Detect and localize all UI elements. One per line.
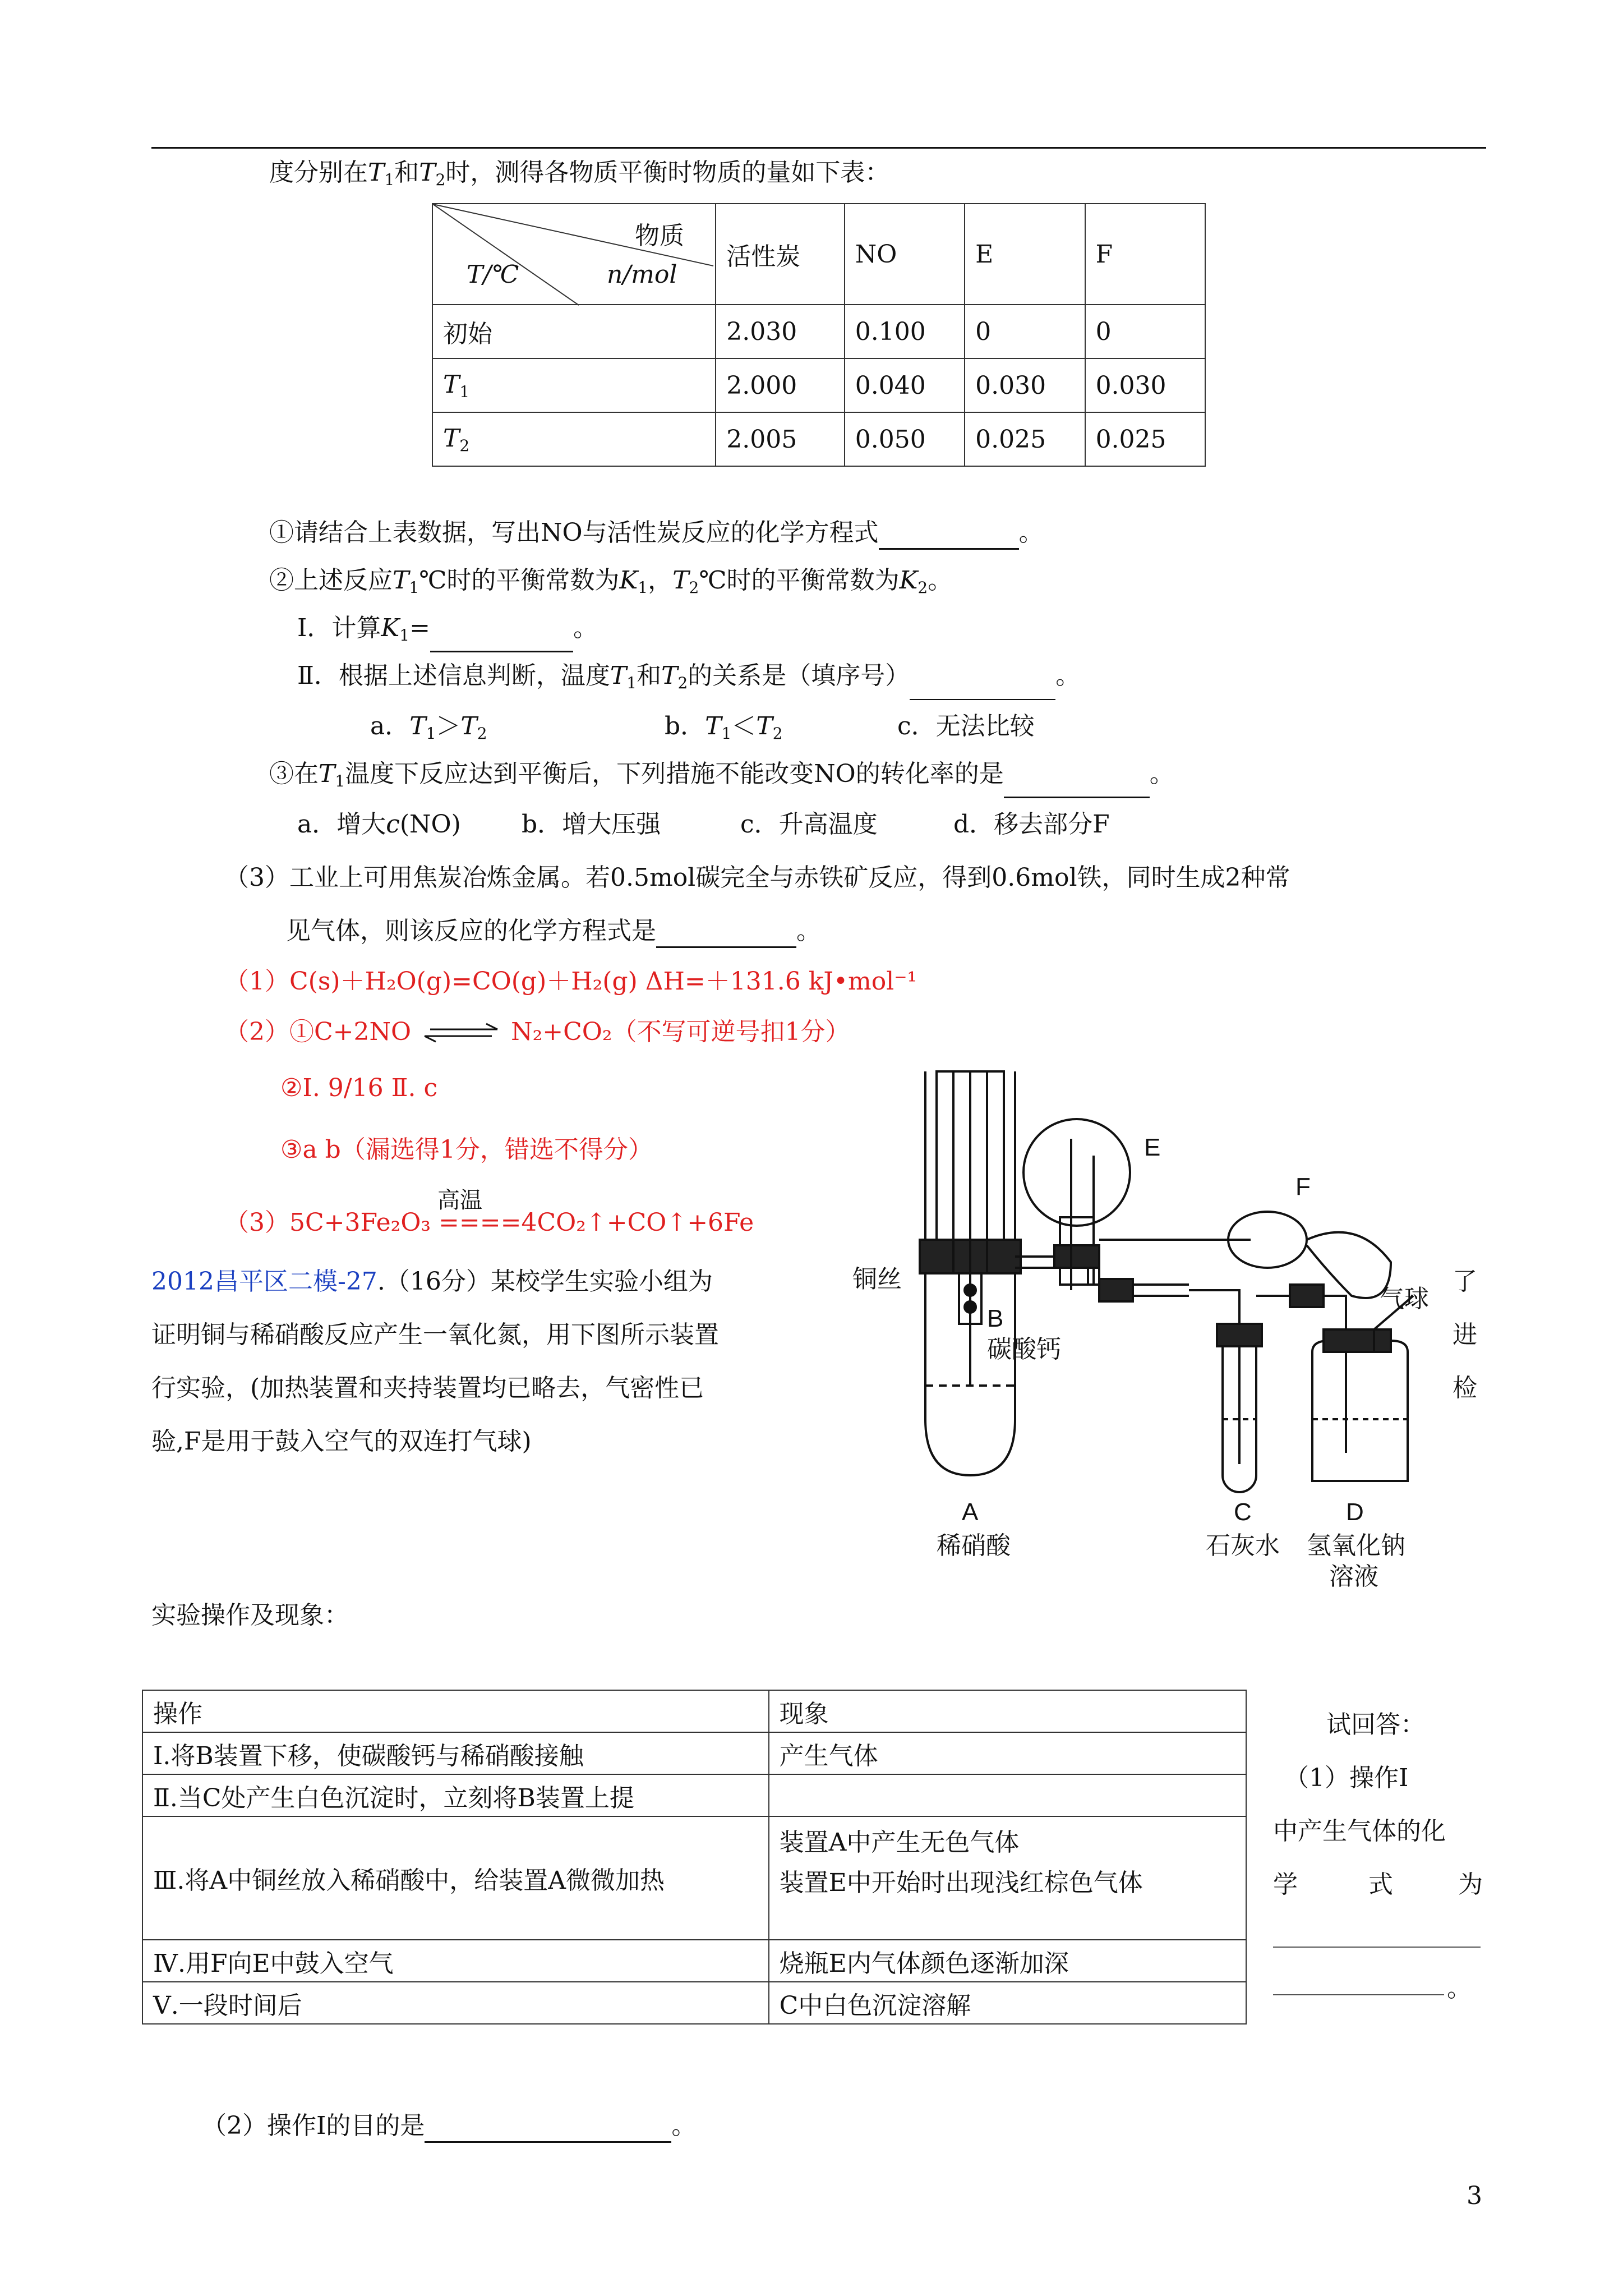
label-E: E [1144,1134,1161,1161]
table-row [432,358,1205,412]
side-q1-line1: （1）操作Ⅰ [1284,1764,1409,1792]
question-3: ③在$T_1$温度下反应达到平衡后，下列措施不能改变NO的转化率的是 。 [269,757,1174,798]
phenomenon-cell: 产生气体 [769,1732,1246,1774]
measure-b: b．增大压强 [522,810,661,839]
corner-top-label: 物质 [635,222,684,250]
side-answer-line-1 [1273,1947,1481,1948]
table-cell: 0.100 [845,305,965,358]
table-row [432,412,1205,466]
part3-line1: （3）工业上可用焦炭冶炼金属。若0.5mol碳完全与赤铁矿反应，得到0.6mol铁，同时生成2种常 [224,863,1290,892]
measure-a: a．增大c(NO) [297,810,461,839]
table-cell: 0.025 [1085,412,1205,466]
table-header: NO [845,204,965,305]
question-2-i: Ⅰ．计算$K_1=$ 。 [297,611,598,652]
label-calcium-carbonate: 碳酸钙 [987,1336,1061,1363]
table-corner-cell [432,204,716,305]
phenomenon-cell: 装置A中产生无色气体 装置E中开始时出现浅红棕色气体 [769,1816,1246,1940]
answer-1: （1）C(s)＋H₂O(g)=CO(g)＋H₂(g) ΔH=＋131.6 kJ•mol⁻¹ [224,967,917,996]
problem-27-line2: 证明铜与稀硝酸反应产生一氧化氮，用下图所示装置 [151,1320,719,1349]
label-D: D [1346,1498,1364,1526]
table-header: F [1085,204,1205,305]
label-copper-wire: 铜丝 [852,1266,902,1293]
row-label: $T_2$ [432,412,716,466]
table-row [142,1982,1246,2024]
part3-line2: 见气体，则该反应的化学方程式是 。 [286,914,821,948]
operation-cell: Ⅲ.将A中铜丝放入稀硝酸中，给装置A微微加热 [142,1816,769,1940]
question-2: ②上述反应$T_1℃$时的平衡常数为$K_1$，$T_2℃$时的平衡常数为$K_2$。 [269,566,953,597]
problem-27-line4: 验,F是用于鼓入空气的双连打气球) [151,1427,532,1456]
option-b: b．$T_1<T_2$ [665,712,783,743]
option-c: c．无法比较 [897,712,1035,740]
page-number: 3 [1467,2182,1482,2210]
label-dilute-nitric-acid: 稀硝酸 [937,1532,1011,1559]
table-row [142,1774,1246,1816]
measure-c: c．升高温度 [740,810,878,839]
operation-cell: Ⅱ.当C处产生白色沉淀时，立刻将B装置上提 [142,1774,769,1816]
intro-line: 度分别在$T_1$和$T_2$时，测得各物质平衡时物质的量如下表： [269,158,890,189]
label-limewater: 石灰水 [1206,1532,1280,1559]
problem-27-line1-end: 了 [1453,1267,1477,1296]
problem-27-line3: 行实验，(加热装置和夹持装置均已略去，气密性已 [151,1374,704,1402]
table-header: E [965,204,1085,305]
reversible-arrow-icon [419,1023,503,1045]
table-row [142,1816,1246,1940]
option-a: a．$T_1>T_2$ [370,712,487,743]
answer-3-condition: 高温 [437,1188,482,1213]
row-label: 初始 [432,305,716,358]
equilibrium-table [432,203,1206,467]
label-solution: 溶液 [1329,1563,1378,1590]
side-q1-char-2: 式 [1368,1870,1393,1899]
experiment-heading: 实验操作及现象： [151,1601,349,1630]
apparatus-diagram [852,1071,1447,1590]
answer-2-1: （2）①C+2NO N₂+CO₂（不写可逆号扣1分） [224,1018,850,1046]
measure-d: d．移去部分F [953,810,1110,839]
side-q1-char-3: 为 [1458,1870,1483,1899]
problem-27-line3-end: 检 [1453,1374,1477,1402]
table-header: 现象 [769,1690,1246,1732]
answer-2-3: ③a b（漏选得1分，错选不得分） [280,1135,653,1164]
table-cell: 0 [1085,305,1205,358]
table-cell: 0 [965,305,1085,358]
corner-right-label: n/mol [607,260,677,289]
problem-27-line2-end: 进 [1453,1320,1477,1349]
table-row [142,1732,1246,1774]
table-cell: 2.030 [716,305,844,358]
question-2-ii: Ⅱ．根据上述信息判断，温度$T_1$和$T_2$的关系是（填序号） 。 [297,659,1080,700]
experiment-table [142,1690,1247,2024]
side-answer-line-2 [1273,1994,1444,1995]
table-header: 活性炭 [716,204,844,305]
phenomenon-cell: C中白色沉淀溶解 [769,1982,1246,2024]
label-A: A [962,1498,979,1526]
operation-cell: Ⅴ.一段时间后 [142,1982,769,2024]
table-cell: 0.050 [845,412,965,466]
table-cell: 2.000 [716,358,844,412]
answer-2-2: ②Ⅰ. 9/16 Ⅱ. c [280,1074,438,1102]
label-F: F [1295,1173,1311,1200]
question-27-2: （2）操作Ⅰ的目的是 。 [202,2109,696,2143]
side-q1-line2: 中产生气体的化 [1273,1817,1446,1846]
label-naoh: 氢氧化钠 [1307,1532,1405,1559]
table-cell: 0.030 [1085,358,1205,412]
label-balloon: 气球 [1380,1285,1429,1313]
header-rule [151,147,1486,149]
table-cell: 0.040 [845,358,965,412]
operation-cell: Ⅰ.将B装置下移，使碳酸钙与稀硝酸接触 [142,1732,769,1774]
phenomenon-cell [769,1774,1246,1816]
problem-27-line1: 2012昌平区二模-27.（16分）某校学生实验小组为 [151,1267,713,1296]
label-C: C [1234,1498,1252,1526]
label-B: B [987,1305,1004,1332]
answer-3: （3）5C+3Fe₂O₃ ====4CO₂↑+CO↑+6Fe [224,1208,754,1237]
phenomenon-cell: 烧瓶E内气体颜色逐渐加深 [769,1940,1246,1982]
problem-source: 2012昌平区二模-27 [151,1267,377,1296]
question-1: ①请结合上表数据，写出NO与活性炭反应的化学方程式 。 [269,516,1044,550]
table-header: 操作 [142,1690,769,1732]
side-answer-prompt: 试回答： [1326,1710,1425,1739]
side-period: 。 [1447,1974,1472,2003]
table-cell: 0.030 [965,358,1085,412]
table-row [432,305,1205,358]
operation-cell: Ⅳ.用F向E中鼓入空气 [142,1940,769,1982]
table-row [142,1940,1246,1982]
table-cell: 0.025 [965,412,1085,466]
corner-left-label: T/℃ [467,260,519,289]
table-cell: 2.005 [716,412,844,466]
side-q1-char-1: 学 [1273,1870,1298,1899]
row-label: $T_1$ [432,358,716,412]
